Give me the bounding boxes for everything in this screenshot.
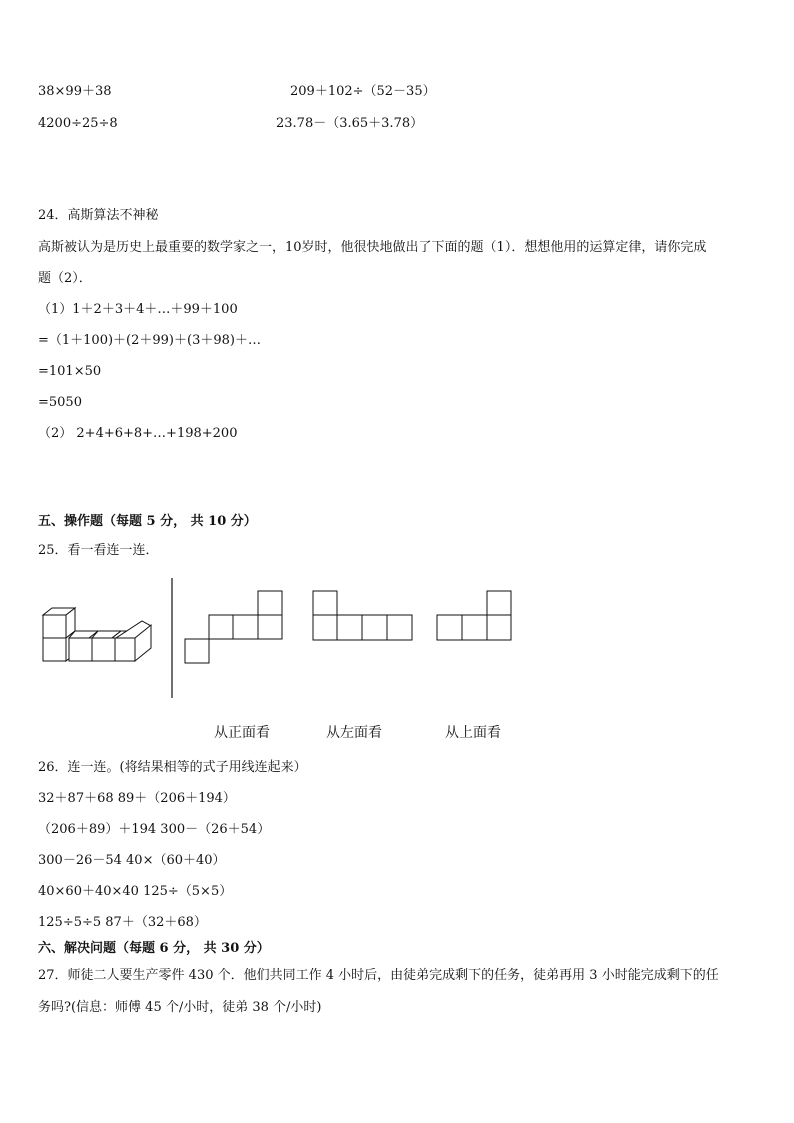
q26-title: 26．连一连。(将结果相等的式子用线连起来）: [38, 760, 307, 775]
calc-line-1-left: 38×99＋38: [38, 84, 112, 99]
view-shape-1: [185, 591, 282, 663]
q26-row-2: （206＋89）＋194 300－（26＋54）: [38, 822, 271, 837]
view-shape-2: [313, 591, 412, 640]
q27-line-1: 27．师徒二人要生产零件 430 个．他们共同工作 4 小时后，由徒弟完成剩下的任务，徒弟再用 3 小时能完成剩下的任: [38, 968, 719, 983]
cube-stack-3d: [43, 608, 151, 661]
q27-line-2: 务吗?(信息：师傅 45 个/小时，徒弟 38 个/小时): [38, 1000, 322, 1015]
q24-step-1: （1）1＋2＋3＋4＋…＋99＋100: [38, 302, 238, 317]
calc-line-1-right: 209＋102÷（52－35）: [290, 84, 436, 99]
q26-row-1: 32＋87＋68 89＋（206＋194）: [38, 791, 236, 806]
view-shape-3: [437, 591, 511, 640]
q26-row-4: 40×60＋40×40 125÷（5×5）: [38, 884, 233, 899]
q24-paragraph-line-2: 题（2）．: [38, 271, 92, 286]
section-5-title: 五、操作题（每题 5 分， 共 10 分）: [38, 514, 257, 529]
q25-title: 25．看一看连一连．: [38, 543, 159, 558]
q26-row-3: 300－26－54 40×（60＋40）: [38, 853, 226, 868]
q24-step-3: =101×50: [38, 364, 102, 379]
label-front-view: 从正面看: [214, 725, 270, 741]
q24-paragraph-line-1: 高斯被认为是历史上最重要的数学家之一，10岁时，他很快地做出了下面的题（1）．想想他用的运算定律，请你完成: [38, 240, 707, 255]
label-left-view: 从左面看: [326, 725, 382, 741]
calc-line-2-right: 23.78－（3.65＋3.78）: [276, 116, 424, 131]
q24-step-2: =（1＋100)＋(2＋99)＋(3＋98)＋…: [38, 333, 261, 348]
q26-row-5: 125÷5÷5 87＋（32＋68）: [38, 915, 207, 930]
q24-step-4: =5050: [38, 395, 82, 410]
q24-part-2: （2） 2+4+6+8+…+198+200: [38, 426, 238, 441]
calc-line-2-left: 4200÷25÷8: [38, 116, 118, 131]
q24-title: 24．高斯算法不神秘: [38, 208, 159, 223]
section-6-title: 六、解决问题（每题 6 分， 共 30 分）: [38, 941, 270, 956]
label-top-view: 从上面看: [445, 725, 501, 741]
q25-figures: [0, 570, 794, 710]
